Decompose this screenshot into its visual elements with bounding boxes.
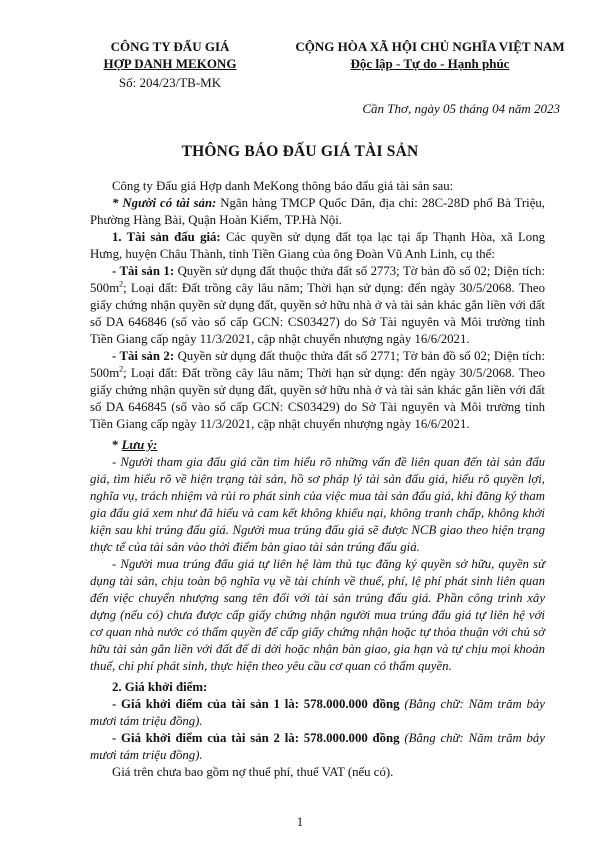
note-star: * [112,438,122,452]
price2-paragraph [90,730,545,764]
asset2-sup: 2 [119,364,124,374]
owner-text: Ngân hàng TMCP Quốc Dân, địa chỉ: 28C-28D phố Bà Triệu, Phường Hàng Bài, Quận Hoàn Kiếm, TP.Hà Nội. [90,196,545,227]
price2-words: (Bằng chữ: Năm trăm bảy mươi tám triệu đồng). [90,731,545,762]
section1-label: 1. Tài sản đấu giá: [112,230,221,244]
document-date: Cần Thơ, ngày 05 tháng 04 năm 2023 [362,101,560,116]
asset1-label: - Tài sản 1: [112,264,175,278]
note-paragraph-1: - Người tham gia đấu giá cần tìm hiểu rõ những vấn đề liên quan đến tài sản đấu giá, tìm hiểu rõ về hiện trạng tài sản, hồ sơ pháp lý tài sản đấu giá, hiểu rõ quyền lợi, nghĩa vụ, trách nhiệm và rủi ro phát sinh của việc mua tài sản đấu giá, khi đăng ký tham gia đấu giá xem như đã hiểu và cam kết không khiếu nại, không tranh chấp, không khởi kiện sau khi trúng đấu giá. Người mua trúng đấu giá sẽ được NCB giao theo hiện trạng thực tế của tài sản vào thời điểm bàn giao tài sản trúng đấu giá. [90,455,545,554]
section2-heading: 2. Giá khởi điểm: [112,680,208,694]
asset1-text-a: Quyền sử dụng đất thuộc thửa đất số 2773; Tờ bản đồ số 02; Diện tích: 500m [90,264,545,295]
intro-paragraph: Công ty Đấu giá Hợp danh MeKong thông báo đấu giá tài sản sau: [112,179,454,193]
asset2-paragraph [90,348,545,433]
page-number: 1 [296,815,304,829]
document-title: THÔNG BÁO ĐẤU GIÁ TÀI SẢN [181,143,419,160]
section1-text: Các quyền sử dụng đất tọa lạc tại ấp Thạnh Hòa, xã Long Hưng, huyện Châu Thành, tỉnh Tiền Giang của ông Đoàn Vũ Anh Linh, cụ thể: [90,230,545,261]
company-header [80,38,260,91]
note-label: Lưu ý: [121,438,158,452]
note-paragraph-2: - Người mua trúng đấu giá tự liên hệ làm thủ tục đăng ký quyền sở hữu, quyền sử dụng tài sản, chịu toàn bộ nghĩa vụ về tài chính về thuế, phí, lệ phí phát sinh liên quan đến việc chuyển nhượng sang tên đối với tài sản trúng đấu giá. Phần công trình xây dựng (nếu có) chưa được cấp giấy chứng nhận người mua trúng đấu giá tự liên hệ với cơ quan nhà nước có thẩm quyền để cấp giấy chứng nhận hoặc tự thỏa thuận với chủ sở hữu tài sản gắn liền với đất để di dời hoặc nhận bàn giao, gia hạn và tự chịu mọi khoản thuế, chi phí phát sinh, thực hiện theo yêu cầu cơ quan có thẩm quyền. [90,557,545,673]
company-name-line2: HỢP DANH MEKONG [103,56,237,71]
asset1-paragraph [90,263,545,348]
national-header [270,38,590,72]
owner-label: * Người có tài sản: [112,196,217,210]
document-number: Số: 204/23/TB-MK [118,75,222,90]
document-body [90,178,545,781]
company-name-line1: CÔNG TY ĐẤU GIÁ [110,39,230,54]
price1-paragraph [90,696,545,730]
national-motto: Độc lập - Tự do - Hạnh phúc [350,56,510,71]
price2-label: - Giá khởi điểm của tài sản 2 là: 578.000.000 đồng [112,731,400,745]
owner-paragraph [90,195,545,229]
price1-label: - Giá khởi điểm của tài sản 1 là: 578.000.000 đồng [112,697,400,711]
nation-title: CỘNG HÒA XÃ HỘI CHỦ NGHĨA VIỆT NAM [295,39,565,54]
section1-paragraph [90,229,545,263]
asset2-label: - Tài sản 2: [112,349,175,363]
price1-words: (Bằng chữ: Năm trăm bảy mươi tám triệu đồng). [90,697,545,728]
asset1-sup: 2 [119,279,124,289]
asset2-text-a: Quyền sử dụng đất thuộc thửa đất số 2771; Tờ bản đồ số 02; Diện tích: 500m [90,349,545,380]
asset2-text-b: ; Loại đất: Đất trồng cây lâu năm; Thời hạn sử dụng: đến ngày 30/5/2068. Theo giấy chứng nhận quyền sử dụng đất, quyền sở hữu nhà ở và tài sản khác gắn liền với đất số DA 646845 (số vào sổ cấp GCN: CS03429) do Sở Tài nguyên và Môi trường tỉnh Tiền Giang cấp ngày 11/3/2021, cập nhật chuyển nhượng ngày 16/6/2021. [90,366,545,431]
tax-note: Giá trên chưa bao gồm nợ thuế phí, thuế VAT (nếu có). [112,765,394,779]
note-heading [90,437,545,454]
asset1-text-b: ; Loại đất: Đất trồng cây lâu năm; Thời hạn sử dụng: đến ngày 30/5/2068. Theo giấy chứng nhận quyền sử dụng đất, quyền sở hữu nhà ở và tài sản khác gắn liền với đất số DA 646846 (số vào sổ cấp GCN: CS03427) do Sở Tài nguyên và Môi trường tỉnh Tiền Giang cấp ngày 11/3/2021, cập nhật chuyển nhượng ngày 16/6/2021. [90,281,545,346]
